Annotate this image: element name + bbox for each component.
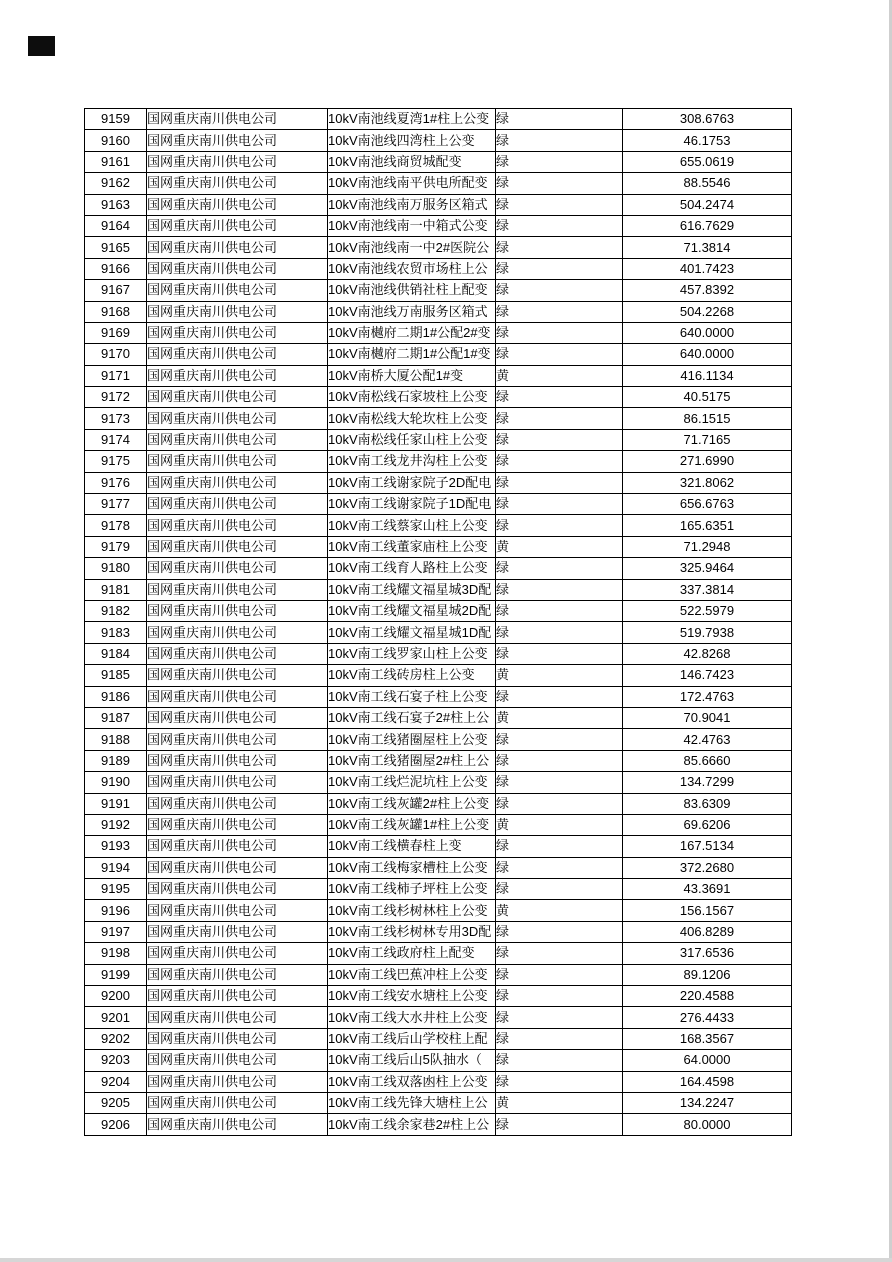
cell-transformer-name: 10kV南池线夏湾1#柱上公变	[328, 109, 496, 130]
cell-row-id: 9168	[85, 301, 147, 322]
cell-company: 国网重庆南川供电公司	[147, 1028, 328, 1049]
table-row	[85, 344, 792, 365]
cell-status: 绿	[496, 451, 623, 472]
cell-status: 黄	[496, 900, 623, 921]
cell-company: 国网重庆南川供电公司	[147, 194, 328, 215]
cell-transformer-name: 10kV南工线砖房柱上公变	[328, 665, 496, 686]
cell-row-id: 9185	[85, 665, 147, 686]
cell-value: 71.3814	[623, 237, 792, 258]
cell-row-id: 9167	[85, 280, 147, 301]
cell-row-id: 9164	[85, 215, 147, 236]
cell-transformer-name: 10kV南工线大水井柱上公变	[328, 1007, 496, 1028]
cell-transformer-name: 10kV南池线农贸市场柱上公	[328, 258, 496, 279]
cell-transformer-name: 10kV南工线后山5队抽水（	[328, 1050, 496, 1071]
cell-status: 黄	[496, 536, 623, 557]
cell-row-id: 9170	[85, 344, 147, 365]
cell-value: 69.6206	[623, 814, 792, 835]
cell-row-id: 9161	[85, 151, 147, 172]
table-row	[85, 943, 792, 964]
cell-row-id: 9203	[85, 1050, 147, 1071]
cell-transformer-name: 10kV南松线石家坡柱上公变	[328, 387, 496, 408]
cell-status: 绿	[496, 1071, 623, 1092]
cell-status: 绿	[496, 408, 623, 429]
cell-company: 国网重庆南川供电公司	[147, 429, 328, 450]
cell-status: 绿	[496, 429, 623, 450]
cell-status: 黄	[496, 665, 623, 686]
table-row	[85, 1092, 792, 1113]
cell-status: 绿	[496, 301, 623, 322]
cell-status: 绿	[496, 258, 623, 279]
cell-company: 国网重庆南川供电公司	[147, 515, 328, 536]
cell-row-id: 9163	[85, 194, 147, 215]
table-row	[85, 750, 792, 771]
cell-company: 国网重庆南川供电公司	[147, 943, 328, 964]
cell-value: 43.3691	[623, 879, 792, 900]
cell-company: 国网重庆南川供电公司	[147, 408, 328, 429]
cell-row-id: 9186	[85, 686, 147, 707]
cell-company: 国网重庆南川供电公司	[147, 1007, 328, 1028]
cell-value: 656.6763	[623, 494, 792, 515]
table-row	[85, 109, 792, 130]
power-transformer-table	[84, 108, 792, 1136]
cell-row-id: 9183	[85, 622, 147, 643]
cell-status: 绿	[496, 600, 623, 621]
table-row	[85, 408, 792, 429]
cell-row-id: 9182	[85, 600, 147, 621]
table-row	[85, 772, 792, 793]
cell-transformer-name: 10kV南樾府二期1#公配2#变	[328, 322, 496, 343]
cell-transformer-name: 10kV南工线猪圈屋2#柱上公	[328, 750, 496, 771]
cell-value: 372.2680	[623, 857, 792, 878]
cell-company: 国网重庆南川供电公司	[147, 1092, 328, 1113]
cell-company: 国网重庆南川供电公司	[147, 686, 328, 707]
cell-company: 国网重庆南川供电公司	[147, 173, 328, 194]
cell-status: 绿	[496, 1050, 623, 1071]
cell-transformer-name: 10kV南工线石宴子2#柱上公	[328, 707, 496, 728]
cell-row-id: 9178	[85, 515, 147, 536]
cell-company: 国网重庆南川供电公司	[147, 494, 328, 515]
cell-company: 国网重庆南川供电公司	[147, 1050, 328, 1071]
cell-status: 绿	[496, 387, 623, 408]
cell-company: 国网重庆南川供电公司	[147, 1114, 328, 1135]
table-row	[85, 579, 792, 600]
cell-transformer-name: 10kV南池线南万服务区箱式	[328, 194, 496, 215]
cell-status: 绿	[496, 151, 623, 172]
table-row	[85, 1007, 792, 1028]
cell-status: 绿	[496, 194, 623, 215]
cell-transformer-name: 10kV南池线商贸城配变	[328, 151, 496, 172]
cell-value: 504.2474	[623, 194, 792, 215]
cell-transformer-name: 10kV南池线南一中2#医院公	[328, 237, 496, 258]
cell-company: 国网重庆南川供电公司	[147, 472, 328, 493]
cell-row-id: 9189	[85, 750, 147, 771]
table-row	[85, 301, 792, 322]
cell-company: 国网重庆南川供电公司	[147, 750, 328, 771]
cell-row-id: 9165	[85, 237, 147, 258]
cell-transformer-name: 10kV南工线灰罐2#柱上公变	[328, 793, 496, 814]
cell-company: 国网重庆南川供电公司	[147, 665, 328, 686]
cell-row-id: 9187	[85, 707, 147, 728]
cell-transformer-name: 10kV南工线蔡家山柱上公变	[328, 515, 496, 536]
cell-row-id: 9198	[85, 943, 147, 964]
cell-company: 国网重庆南川供电公司	[147, 900, 328, 921]
cell-row-id: 9200	[85, 986, 147, 1007]
table-row	[85, 964, 792, 985]
cell-transformer-name: 10kV南松线大轮坎柱上公变	[328, 408, 496, 429]
table-row	[85, 365, 792, 386]
cell-transformer-name: 10kV南池线四湾柱上公变	[328, 130, 496, 151]
cell-status: 绿	[496, 1114, 623, 1135]
cell-status: 绿	[496, 322, 623, 343]
table-row	[85, 451, 792, 472]
cell-company: 国网重庆南川供电公司	[147, 258, 328, 279]
cell-status: 绿	[496, 237, 623, 258]
cell-transformer-name: 10kV南工线横春柱上变	[328, 836, 496, 857]
table-row	[85, 600, 792, 621]
cell-row-id: 9181	[85, 579, 147, 600]
cell-transformer-name: 10kV南松线任家山柱上公变	[328, 429, 496, 450]
cell-row-id: 9199	[85, 964, 147, 985]
table-row	[85, 1050, 792, 1071]
cell-transformer-name: 10kV南工线柿子坪柱上公变	[328, 879, 496, 900]
cell-status: 绿	[496, 857, 623, 878]
cell-row-id: 9193	[85, 836, 147, 857]
cell-row-id: 9195	[85, 879, 147, 900]
cell-row-id: 9162	[85, 173, 147, 194]
cell-company: 国网重庆南川供电公司	[147, 215, 328, 236]
table-row	[85, 387, 792, 408]
cell-value: 156.1567	[623, 900, 792, 921]
cell-row-id: 9192	[85, 814, 147, 835]
cell-status: 绿	[496, 943, 623, 964]
cell-status: 绿	[496, 921, 623, 942]
cell-value: 168.3567	[623, 1028, 792, 1049]
cell-company: 国网重庆南川供电公司	[147, 814, 328, 835]
cell-status: 绿	[496, 772, 623, 793]
cell-transformer-name: 10kV南樾府二期1#公配1#变	[328, 344, 496, 365]
cell-value: 640.0000	[623, 344, 792, 365]
cell-company: 国网重庆南川供电公司	[147, 622, 328, 643]
table-row	[85, 686, 792, 707]
cell-transformer-name: 10kV南工线罗家山柱上公变	[328, 643, 496, 664]
cell-transformer-name: 10kV南工线耀文福星城1D配	[328, 622, 496, 643]
cell-row-id: 9160	[85, 130, 147, 151]
cell-value: 42.8268	[623, 643, 792, 664]
cell-row-id: 9197	[85, 921, 147, 942]
cell-company: 国网重庆南川供电公司	[147, 130, 328, 151]
cell-value: 317.6536	[623, 943, 792, 964]
cell-company: 国网重庆南川供电公司	[147, 151, 328, 172]
cell-transformer-name: 10kV南工线猪圈屋柱上公变	[328, 729, 496, 750]
cell-status: 绿	[496, 130, 623, 151]
cell-value: 89.1206	[623, 964, 792, 985]
cell-company: 国网重庆南川供电公司	[147, 1071, 328, 1092]
cell-value: 504.2268	[623, 301, 792, 322]
cell-row-id: 9205	[85, 1092, 147, 1113]
cell-transformer-name: 10kV南池线南一中箱式公变	[328, 215, 496, 236]
cell-company: 国网重庆南川供电公司	[147, 836, 328, 857]
cell-value: 46.1753	[623, 130, 792, 151]
table-body	[85, 109, 792, 1136]
table-row	[85, 643, 792, 664]
cell-status: 绿	[496, 472, 623, 493]
table-row	[85, 1071, 792, 1092]
cell-value: 522.5979	[623, 600, 792, 621]
cell-row-id: 9172	[85, 387, 147, 408]
cell-value: 64.0000	[623, 1050, 792, 1071]
cell-status: 绿	[496, 173, 623, 194]
corner-mark	[28, 36, 55, 56]
cell-company: 国网重庆南川供电公司	[147, 558, 328, 579]
cell-status: 绿	[496, 344, 623, 365]
cell-row-id: 9175	[85, 451, 147, 472]
cell-row-id: 9171	[85, 365, 147, 386]
cell-company: 国网重庆南川供电公司	[147, 643, 328, 664]
table-row	[85, 665, 792, 686]
cell-status: 黄	[496, 365, 623, 386]
cell-status: 绿	[496, 215, 623, 236]
cell-status: 绿	[496, 750, 623, 771]
cell-status: 绿	[496, 964, 623, 985]
table-row	[85, 151, 792, 172]
cell-transformer-name: 10kV南工线安水塘柱上公变	[328, 986, 496, 1007]
cell-transformer-name: 10kV南工线政府柱上配变	[328, 943, 496, 964]
cell-value: 640.0000	[623, 322, 792, 343]
cell-transformer-name: 10kV南工线耀文福星城2D配	[328, 600, 496, 621]
table-row	[85, 921, 792, 942]
cell-status: 绿	[496, 729, 623, 750]
cell-row-id: 9169	[85, 322, 147, 343]
cell-row-id: 9180	[85, 558, 147, 579]
cell-company: 国网重庆南川供电公司	[147, 793, 328, 814]
cell-row-id: 9177	[85, 494, 147, 515]
cell-row-id: 9204	[85, 1071, 147, 1092]
cell-transformer-name: 10kV南工线先锋大塘柱上公	[328, 1092, 496, 1113]
cell-company: 国网重庆南川供电公司	[147, 280, 328, 301]
table-row	[85, 515, 792, 536]
cell-company: 国网重庆南川供电公司	[147, 879, 328, 900]
cell-transformer-name: 10kV南池线供销社柱上配变	[328, 280, 496, 301]
table-row	[85, 986, 792, 1007]
cell-value: 337.3814	[623, 579, 792, 600]
cell-value: 401.7423	[623, 258, 792, 279]
cell-transformer-name: 10kV南工线后山学校柱上配	[328, 1028, 496, 1049]
cell-row-id: 9188	[85, 729, 147, 750]
table-row	[85, 215, 792, 236]
cell-value: 70.9041	[623, 707, 792, 728]
cell-value: 83.6309	[623, 793, 792, 814]
table-row	[85, 536, 792, 557]
table-row	[85, 836, 792, 857]
cell-value: 88.5546	[623, 173, 792, 194]
table-row	[85, 793, 792, 814]
cell-value: 416.1134	[623, 365, 792, 386]
cell-value: 71.7165	[623, 429, 792, 450]
cell-value: 85.6660	[623, 750, 792, 771]
cell-status: 绿	[496, 494, 623, 515]
cell-row-id: 9184	[85, 643, 147, 664]
table-row	[85, 1028, 792, 1049]
cell-status: 绿	[496, 1007, 623, 1028]
cell-value: 655.0619	[623, 151, 792, 172]
cell-row-id: 9173	[85, 408, 147, 429]
cell-status: 绿	[496, 515, 623, 536]
cell-transformer-name: 10kV南工线杉树林专用3D配	[328, 921, 496, 942]
cell-value: 519.7938	[623, 622, 792, 643]
cell-value: 308.6763	[623, 109, 792, 130]
cell-company: 国网重庆南川供电公司	[147, 301, 328, 322]
cell-row-id: 9179	[85, 536, 147, 557]
table-row	[85, 729, 792, 750]
cell-company: 国网重庆南川供电公司	[147, 237, 328, 258]
cell-transformer-name: 10kV南工线董家庙柱上公变	[328, 536, 496, 557]
cell-company: 国网重庆南川供电公司	[147, 109, 328, 130]
cell-value: 146.7423	[623, 665, 792, 686]
cell-value: 406.8289	[623, 921, 792, 942]
page-bottom-edge	[0, 1258, 892, 1262]
cell-transformer-name: 10kV南工线烂泥坑柱上公变	[328, 772, 496, 793]
cell-value: 172.4763	[623, 686, 792, 707]
cell-status: 绿	[496, 986, 623, 1007]
cell-transformer-name: 10kV南工线灰罐1#柱上公变	[328, 814, 496, 835]
cell-value: 134.7299	[623, 772, 792, 793]
table-row	[85, 429, 792, 450]
cell-row-id: 9202	[85, 1028, 147, 1049]
cell-transformer-name: 10kV南工线巴蕉冲柱上公变	[328, 964, 496, 985]
cell-transformer-name: 10kV南工线梅家槽柱上公变	[328, 857, 496, 878]
cell-status: 绿	[496, 558, 623, 579]
cell-row-id: 9190	[85, 772, 147, 793]
table-row	[85, 707, 792, 728]
cell-value: 321.8062	[623, 472, 792, 493]
table-row	[85, 322, 792, 343]
table-row	[85, 857, 792, 878]
table-row	[85, 237, 792, 258]
cell-status: 黄	[496, 814, 623, 835]
cell-row-id: 9206	[85, 1114, 147, 1135]
cell-status: 绿	[496, 836, 623, 857]
cell-value: 165.6351	[623, 515, 792, 536]
cell-row-id: 9176	[85, 472, 147, 493]
cell-status: 绿	[496, 643, 623, 664]
cell-transformer-name: 10kV南工线石宴子柱上公变	[328, 686, 496, 707]
cell-transformer-name: 10kV南工线杉树林柱上公变	[328, 900, 496, 921]
cell-value: 80.0000	[623, 1114, 792, 1135]
table-row	[85, 258, 792, 279]
cell-status: 绿	[496, 109, 623, 130]
cell-company: 国网重庆南川供电公司	[147, 772, 328, 793]
table-row	[85, 194, 792, 215]
cell-transformer-name: 10kV南工线谢家院子1D配电	[328, 494, 496, 515]
cell-row-id: 9166	[85, 258, 147, 279]
cell-row-id: 9159	[85, 109, 147, 130]
cell-value: 271.6990	[623, 451, 792, 472]
cell-row-id: 9196	[85, 900, 147, 921]
cell-company: 国网重庆南川供电公司	[147, 707, 328, 728]
cell-status: 绿	[496, 280, 623, 301]
cell-company: 国网重庆南川供电公司	[147, 579, 328, 600]
cell-value: 134.2247	[623, 1092, 792, 1113]
cell-transformer-name: 10kV南桥大厦公配1#变	[328, 365, 496, 386]
cell-company: 国网重庆南川供电公司	[147, 600, 328, 621]
cell-transformer-name: 10kV南池线万南服务区箱式	[328, 301, 496, 322]
cell-company: 国网重庆南川供电公司	[147, 536, 328, 557]
cell-status: 黄	[496, 1092, 623, 1113]
cell-value: 164.4598	[623, 1071, 792, 1092]
cell-company: 国网重庆南川供电公司	[147, 344, 328, 365]
cell-transformer-name: 10kV南工线龙井沟柱上公变	[328, 451, 496, 472]
cell-value: 616.7629	[623, 215, 792, 236]
cell-status: 绿	[496, 686, 623, 707]
cell-row-id: 9174	[85, 429, 147, 450]
cell-company: 国网重庆南川供电公司	[147, 322, 328, 343]
cell-value: 40.5175	[623, 387, 792, 408]
cell-status: 绿	[496, 793, 623, 814]
table-row	[85, 622, 792, 643]
cell-transformer-name: 10kV南池线南平供电所配变	[328, 173, 496, 194]
cell-status: 绿	[496, 579, 623, 600]
cell-value: 42.4763	[623, 729, 792, 750]
table-row	[85, 472, 792, 493]
cell-transformer-name: 10kV南工线育人路柱上公变	[328, 558, 496, 579]
table-row	[85, 900, 792, 921]
cell-company: 国网重庆南川供电公司	[147, 964, 328, 985]
cell-company: 国网重庆南川供电公司	[147, 857, 328, 878]
table-row	[85, 558, 792, 579]
table-row	[85, 814, 792, 835]
cell-company: 国网重庆南川供电公司	[147, 451, 328, 472]
cell-transformer-name: 10kV南工线余家巷2#柱上公	[328, 1114, 496, 1135]
cell-status: 绿	[496, 1028, 623, 1049]
cell-transformer-name: 10kV南工线谢家院子2D配电	[328, 472, 496, 493]
cell-company: 国网重庆南川供电公司	[147, 387, 328, 408]
cell-value: 86.1515	[623, 408, 792, 429]
cell-value: 457.8392	[623, 280, 792, 301]
cell-company: 国网重庆南川供电公司	[147, 729, 328, 750]
table-row	[85, 879, 792, 900]
cell-value: 276.4433	[623, 1007, 792, 1028]
cell-status: 黄	[496, 707, 623, 728]
cell-row-id: 9194	[85, 857, 147, 878]
cell-transformer-name: 10kV南工线耀文福星城3D配	[328, 579, 496, 600]
cell-value: 220.4588	[623, 986, 792, 1007]
table-row	[85, 1114, 792, 1135]
table-row	[85, 173, 792, 194]
cell-status: 绿	[496, 879, 623, 900]
cell-transformer-name: 10kV南工线双落凼柱上公变	[328, 1071, 496, 1092]
table-row	[85, 130, 792, 151]
cell-row-id: 9201	[85, 1007, 147, 1028]
cell-company: 国网重庆南川供电公司	[147, 365, 328, 386]
cell-value: 167.5134	[623, 836, 792, 857]
cell-row-id: 9191	[85, 793, 147, 814]
table-row	[85, 280, 792, 301]
cell-company: 国网重庆南川供电公司	[147, 986, 328, 1007]
cell-company: 国网重庆南川供电公司	[147, 921, 328, 942]
cell-status: 绿	[496, 622, 623, 643]
table-row	[85, 494, 792, 515]
cell-value: 71.2948	[623, 536, 792, 557]
cell-value: 325.9464	[623, 558, 792, 579]
